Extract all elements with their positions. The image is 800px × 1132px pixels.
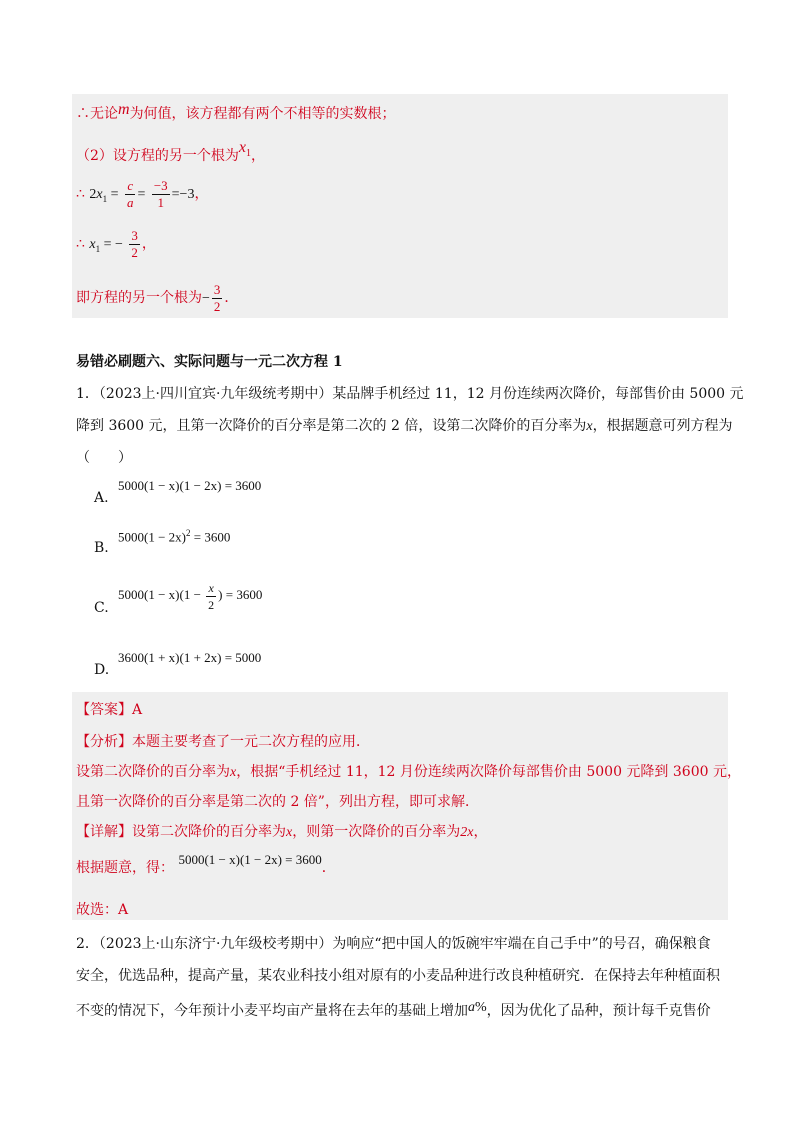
detail-equation-line: 根据题意，得： 5000(1 − x)(1 − 2x) = 3600． <box>76 852 336 876</box>
analysis-line: 【分析】本题主要考查了一元二次方程的应用． <box>76 734 370 750</box>
solution-line-part2: （2）设方程的另一个根为$x_1$， <box>76 139 266 164</box>
option-c-equation: 5000(1 − x)(1 − $\frac{x}{2}$ ) = 3600 <box>118 580 263 612</box>
solution-line-final: 即方程的另一个根为− $\frac{3}{2}$ ． <box>76 281 239 314</box>
fraction-3-over-2: $\frac{3}{2}$ <box>131 227 138 260</box>
question-2-line-1: 2．（2023上·山东济宁·九年级校考期中）为响应“把中国人的饭碗牢牢端在自己手中”的号召，确保粮食 <box>76 936 711 952</box>
option-b-equation: $5000(1 - 2x)^2 = 3600$ <box>118 528 231 545</box>
option-c-label[interactable]: C. <box>94 600 109 616</box>
solution-line-equation1: ∴ $2x_1$ = $\frac{c}{a}$ = $\frac{-3}{1}$ =−3， <box>76 177 209 210</box>
option-a-equation: 5000(1 − x)(1 − 2x) = 3600 <box>118 478 262 493</box>
fraction-x-over-2: $\frac{x}{2}$ <box>208 580 215 612</box>
fraction-minus3-over-1: $\frac{-3}{1}$ <box>153 177 168 210</box>
question-1-line-2: 降到 3600 元，且第一次降价的百分率是第二次的 2 倍，设第二次降价的百分率为x，根据题意可列方程为 <box>76 418 733 434</box>
question-2-line-2: 安全，优选品种，提高产量，某农业科技小组对原有的小麦品种进行改良种植研究．在保持去年种植面积 <box>76 968 720 984</box>
analysis-line-3: 且第一次降价的百分率是第二次的 2 倍”，列出方程，即可求解． <box>76 794 479 810</box>
question-2-line-3: 不变的情况下，今年预计小麦平均亩产量将在去年的基础上增加a%，因为优化了品种，预计每千克售价 <box>76 1000 711 1019</box>
answer-line: 【答案】A <box>76 702 143 718</box>
option-d-equation: 3600(1 + x)(1 + 2x) = 5000 <box>118 650 262 665</box>
question-1-answer-blank: （ ） <box>76 450 132 466</box>
fraction-c-over-a: $\frac{c}{a}$ <box>126 177 134 210</box>
section-heading: 易错必刷题六、实际问题与一元二次方程 1 <box>76 354 343 370</box>
solution-line-conclusion: ∴无论m为何值，该方程都有两个不相等的实数根； <box>76 101 396 122</box>
option-d-label[interactable]: D. <box>94 662 110 678</box>
fraction-final-3-over-2: $\frac{3}{2}$ <box>213 281 221 314</box>
detail-line: 【详解】设第二次降价的百分率为x，则第一次降价的百分率为2x， <box>76 824 488 840</box>
choice-line: 故选：A <box>76 902 129 918</box>
solution-line-equation2: ∴ $x_1$ = − $\frac{3}{2}$ ， <box>76 227 156 260</box>
question-1-line-1: 1．（2023上·四川宜宾·九年级统考期中）某品牌手机经过 11，12 月份连续两次降价，每部售价由 5000 元 <box>76 386 744 402</box>
option-b-label[interactable]: B. <box>94 540 109 556</box>
analysis-line-2: 设第二次降价的百分率为x，根据“手机经过 11，12 月份连续两次降价每部售价由 5000 元降到 3600 元， <box>76 764 741 780</box>
option-a-label[interactable]: A. <box>94 490 109 506</box>
